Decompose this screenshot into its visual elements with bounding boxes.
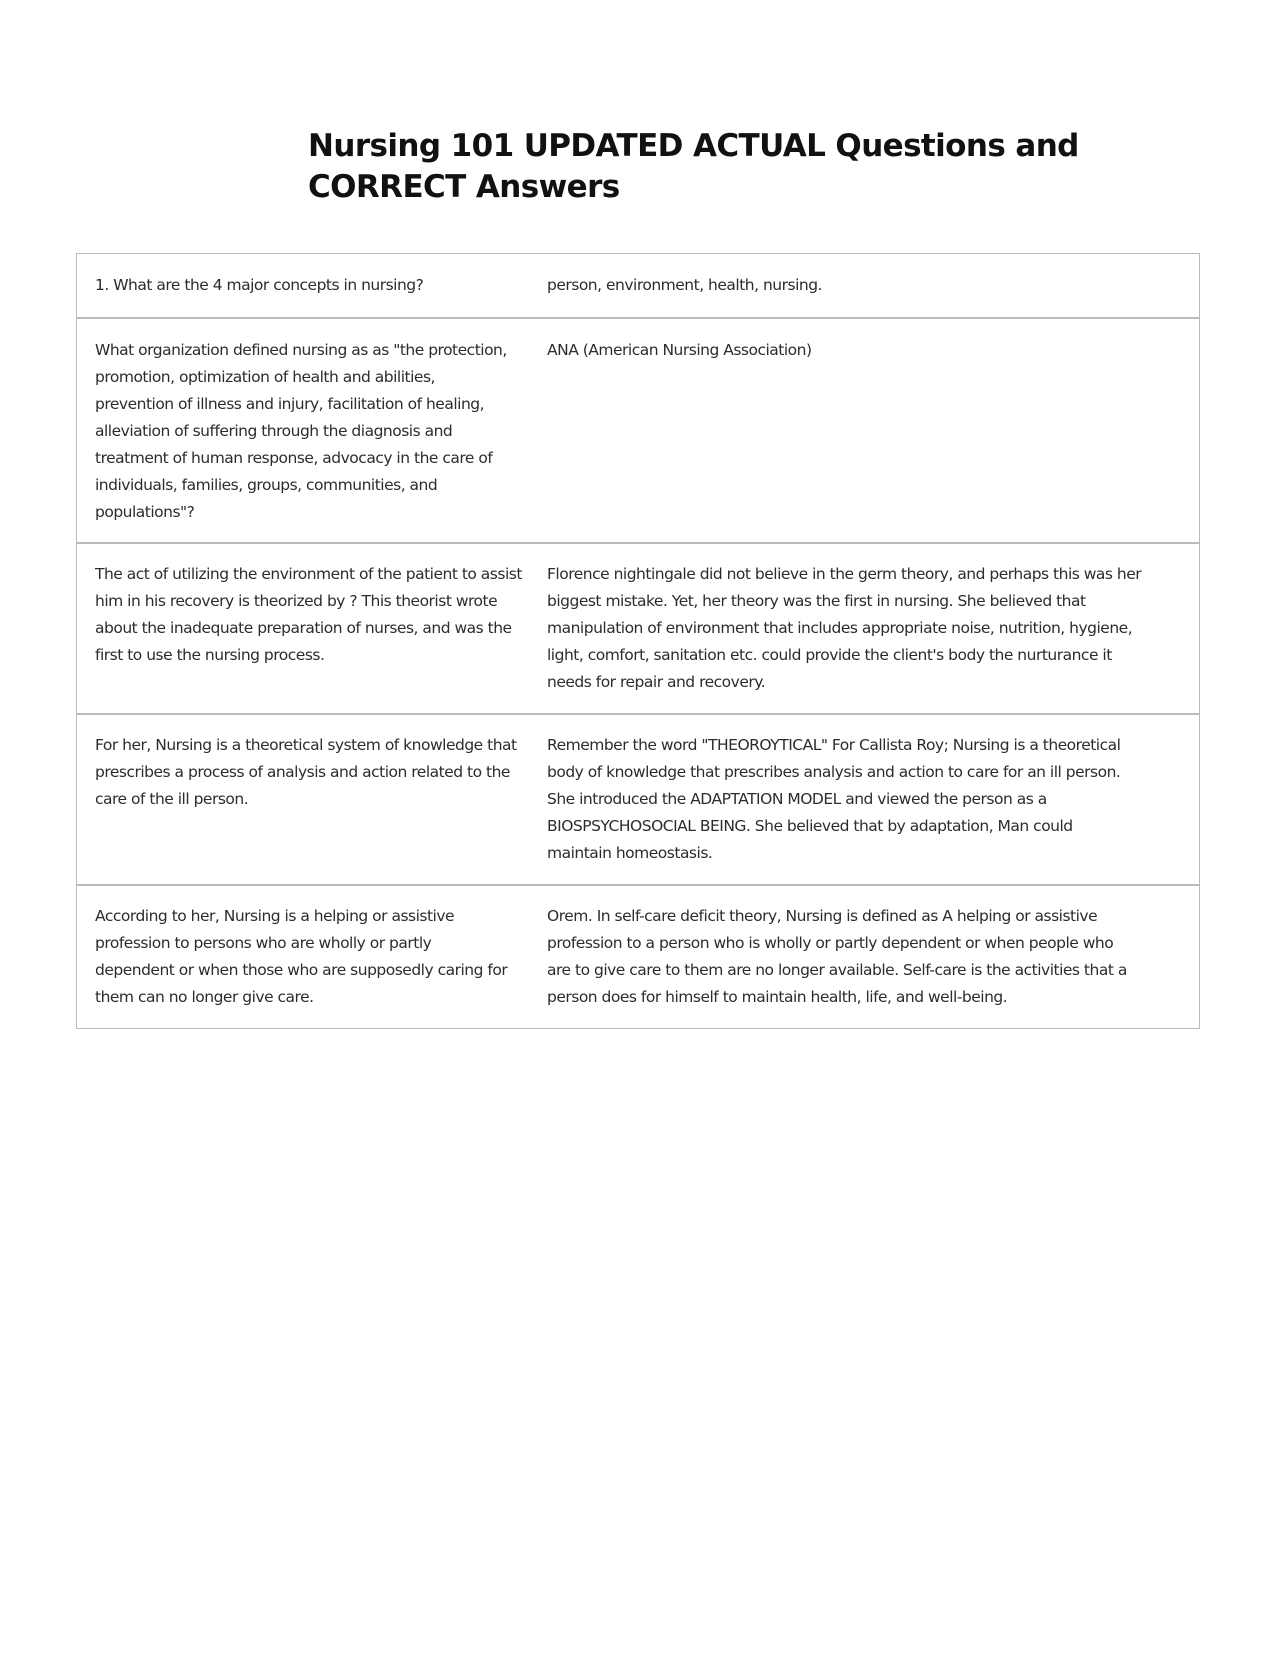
answer-cell bbox=[547, 337, 1199, 542]
answer-cell bbox=[547, 732, 1199, 884]
answer-text: Orem. In self-care deficit theory, Nursing is defined as A helping or assistive profession to a person who is wholly or partly dependent or when people who are to give care to them are no longer available. Self-care is the activities that a person does for himself to maintain health, life, and well-being. bbox=[547, 907, 1127, 1006]
answer-cell bbox=[547, 561, 1199, 713]
answer-text: Remember the word "THEOROYTICAL" For Callista Roy; Nursing is a theoretical body of knowledge that prescribes analysis and action to care for an ill person. She introduced the ADAPTATION MODEL and viewed the person as a BIOSPSYCHOSOCIAL BEING. She believed that by adaptation, Man could maintain homeostasis. bbox=[547, 736, 1121, 862]
question-text: According to her, Nursing is a helping or assistive profession to persons who are wholly or partly dependent or when those who are supposedly caring for them can no longer give care. bbox=[95, 907, 508, 1006]
answer-text: Florence nightingale did not believe in the germ theory, and perhaps this was her biggest mistake. Yet, her theory was the first in nursing. She believed that manipulation of environment that includes appropriate noise, nutrition, hygiene, light, comfort, sanitation etc. could provide the client's body the nurturance it needs for repair and recovery. bbox=[547, 565, 1142, 691]
qa-row bbox=[77, 713, 1199, 884]
question-text: 1. What are the 4 major concepts in nursing? bbox=[95, 276, 424, 294]
qa-table bbox=[76, 253, 1200, 1029]
qa-row bbox=[77, 317, 1199, 542]
question-cell bbox=[77, 337, 547, 542]
question-cell bbox=[77, 732, 547, 884]
question-text: What organization defined nursing as as "the protection, promotion, optimization of health and abilities, prevention of illness and injury, facilitation of healing, alleviation of suffering through the diagnosis and treatment of human response, advocacy in the care of individuals, families, groups, communities, and populations"? bbox=[95, 341, 507, 521]
answer-cell bbox=[547, 903, 1199, 1028]
qa-row bbox=[77, 542, 1199, 713]
question-cell bbox=[77, 272, 547, 317]
question-text: For her, Nursing is a theoretical system of knowledge that prescribes a process of analysis and action related to the care of the ill person. bbox=[95, 736, 517, 808]
question-cell bbox=[77, 561, 547, 713]
qa-row bbox=[77, 254, 1199, 317]
document-title: Nursing 101 UPDATED ACTUAL Questions and CORRECT Answers bbox=[308, 128, 1079, 205]
answer-cell bbox=[547, 272, 1199, 317]
answer-text: person, environment, health, nursing. bbox=[547, 276, 822, 294]
qa-row bbox=[77, 884, 1199, 1028]
question-text: The act of utilizing the environment of the patient to assist him in his recovery is theorized by ? This theorist wrote about the inadequate preparation of nurses, and was the first to use the nursing process. bbox=[95, 565, 522, 664]
question-cell bbox=[77, 903, 547, 1028]
answer-text: ANA (American Nursing Association) bbox=[547, 341, 812, 359]
